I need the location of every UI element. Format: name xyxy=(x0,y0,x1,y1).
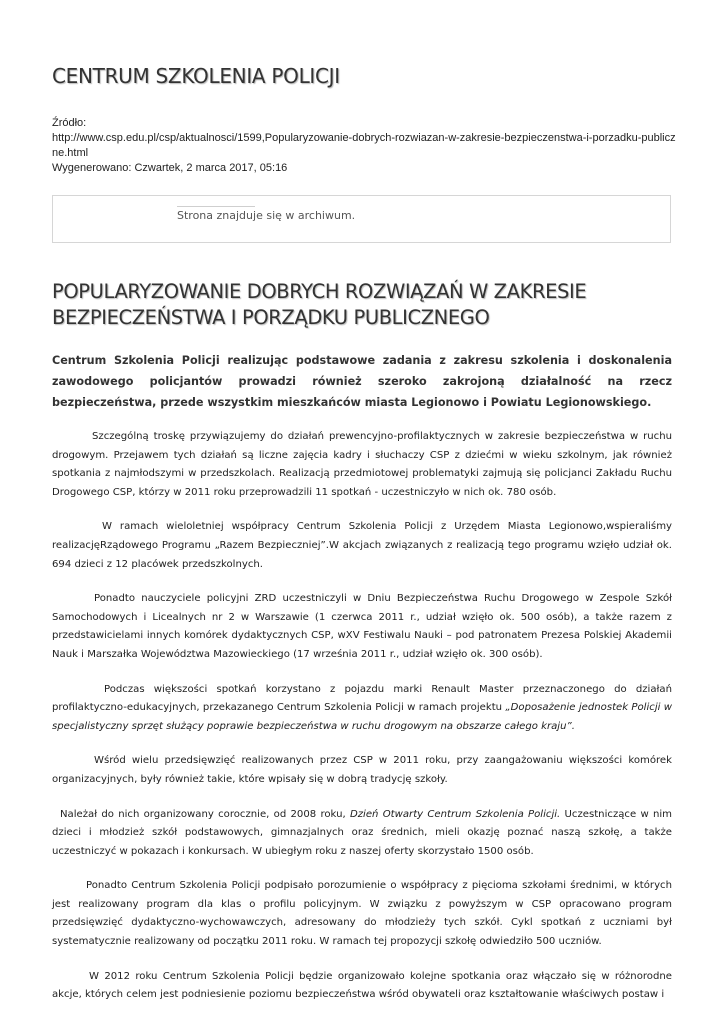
article-lead: Centrum Szkolenia Policji realizując podstawowe zadania z zakresu szkolenia i doskonalenia zawodowego policjantów prowadzi również szeroko zakrojoną działalność na rzecz bezpieczeństwa, przede wszystkim mieszkańców miasta Legionowo i Powiatu Legionowskiego. xyxy=(52,354,672,409)
article-body xyxy=(52,428,672,1021)
paragraph-8: W 2012 roku Centrum Szkolenia Policji będzie organizowało kolejne spotkania oraz włączało się w różnorodne akcje, których celem jest podniesienie poziomu bezpieczeństwa wśród obywateli oraz kształtowanie właściwych postaw i xyxy=(52,970,672,1001)
paragraph-6-text-a: Należał do nich organizowany corocznie, od 2008 roku, xyxy=(60,808,350,820)
paragraph-6-text-b: Uczestniczące w nim dzieci i młodzież szkół podstawowych, gimnazjalnych oraz średnich, mieli okazję poznać naszą szkołę, a także uczestniczyć w pokazach i konkursach. W ubiegłym roku z naszej oferty skorzystało 1500 osób. xyxy=(52,808,672,857)
archive-divider xyxy=(177,206,255,207)
paragraph-2: W ramach wieloletniej współpracy Centrum Szkolenia Policji z Urzędem Miasta Legionowo,wspieraliśmy realizacjęRządowego Programu „Razem Bezpieczniej”.W akcjach związanych z realizacją tego programu wzięło udział ok. 694 dzieci z 12 placówek przedszkolnych. xyxy=(52,521,672,570)
source-meta xyxy=(52,116,677,176)
source-label: Źródło: xyxy=(52,117,87,129)
paragraph-1: Szczególną troskę przywiązujemy do działań prewencyjno-profilaktycznych w zakresie bezpieczeństwa w ruchu drogowym. Przejawem tych działań są liczne zajęcia kadry i słuchaczy CSP z dziećmi w wieku szkolnym, jak również spotkania z najmłodszymi w przedszkolach. Realizacją przedmiotowej problematyki zajmują się policjanci Zakładu Ruchu Drogowego CSP, którzy w 2011 roku przeprowadzili 11 spotkań - uczestniczyło w nich ok. 780 osób. xyxy=(52,431,672,498)
paragraph-3: Ponadto nauczyciele policyjni ZRD uczestniczyli w Dniu Bezpieczeństwa Ruchu Drogowego w Zespole Szkół Samochodowych i Licealnych nr 2 w Warszawie (1 czerwca 2011 r., udział wzięło ok. 500 osób), a także razem z przedstawicielami innych komórek dydaktycznych CSP, wXV Festiwalu Nauki – pod patronatem Prezesa Polskiej Akademii Nauk i Marszałka Województwa Mazowieckiego (17 września 2011 r., udział wzięło ok. 300 osób). xyxy=(52,593,672,660)
paragraph-7: Ponadto Centrum Szkolenia Policji podpisało porozumienie o współpracy z pięcioma szkołami średnimi, w których jest realizowany program dla klas o profilu policyjnym. W związku z powyższym w CSP opracowano program przedsięwzięć dydaktyczno-wychowawczych, adresowany do młodzieży tych szkół. Cykl spotkań z uczniami był systematycznie realizowany od początku 2011 roku. W ramach tej propozycji szkołę odwiedziło 500 uczniów. xyxy=(52,880,672,948)
site-title: CENTRUM SZKOLENIA POLICJI xyxy=(52,64,340,88)
paragraph-5: Wśród wielu przedsięwzięć realizowanych przez CSP w 2011 roku, przy zaangażowaniu większości komórek organizacyjnych, były również takie, które wpisały się w dobrą tradycję szkoły. xyxy=(52,755,672,785)
paragraph-4 xyxy=(52,681,672,737)
generated-date: Wygenerowano: Czwartek, 2 marca 2017, 05:16 xyxy=(52,162,288,174)
paragraph-6-italic: Dzień Otwarty Centrum Szkolenia Policji. xyxy=(349,808,561,820)
archive-notice: Strona znajduje się w archiwum. xyxy=(177,209,356,222)
archive-notice-box xyxy=(52,195,671,243)
paragraph-6 xyxy=(52,806,672,862)
source-url[interactable]: http://www.csp.edu.pl/csp/aktualnosci/1599,Popularyzowanie-dobrych-rozwiazan-w-zakresie-bezpieczenstwa-i-porzadku-publiczne.html xyxy=(52,132,676,159)
article-title: POPULARYZOWANIE DOBRYCH ROZWIĄZAŃ W ZAKRESIE BEZPIECZEŃSTWA I PORZĄDKU PUBLICZNEGO xyxy=(52,280,587,329)
paragraph-4-text: Podczas większości spotkań korzystano z pojazdu marki Renault Master przeznaczonego do działań profilaktyczno-edukacyjnych, przekazanego Centrum Szkolenia Policji w ramach projektu xyxy=(52,683,672,714)
paragraph-4-italic: „Doposażenie jednostek Policji w specjalistyczny sprzęt służący poprawie bezpieczeństwa w ruchu drogowym na obszarze całego kraju”. xyxy=(52,702,672,732)
